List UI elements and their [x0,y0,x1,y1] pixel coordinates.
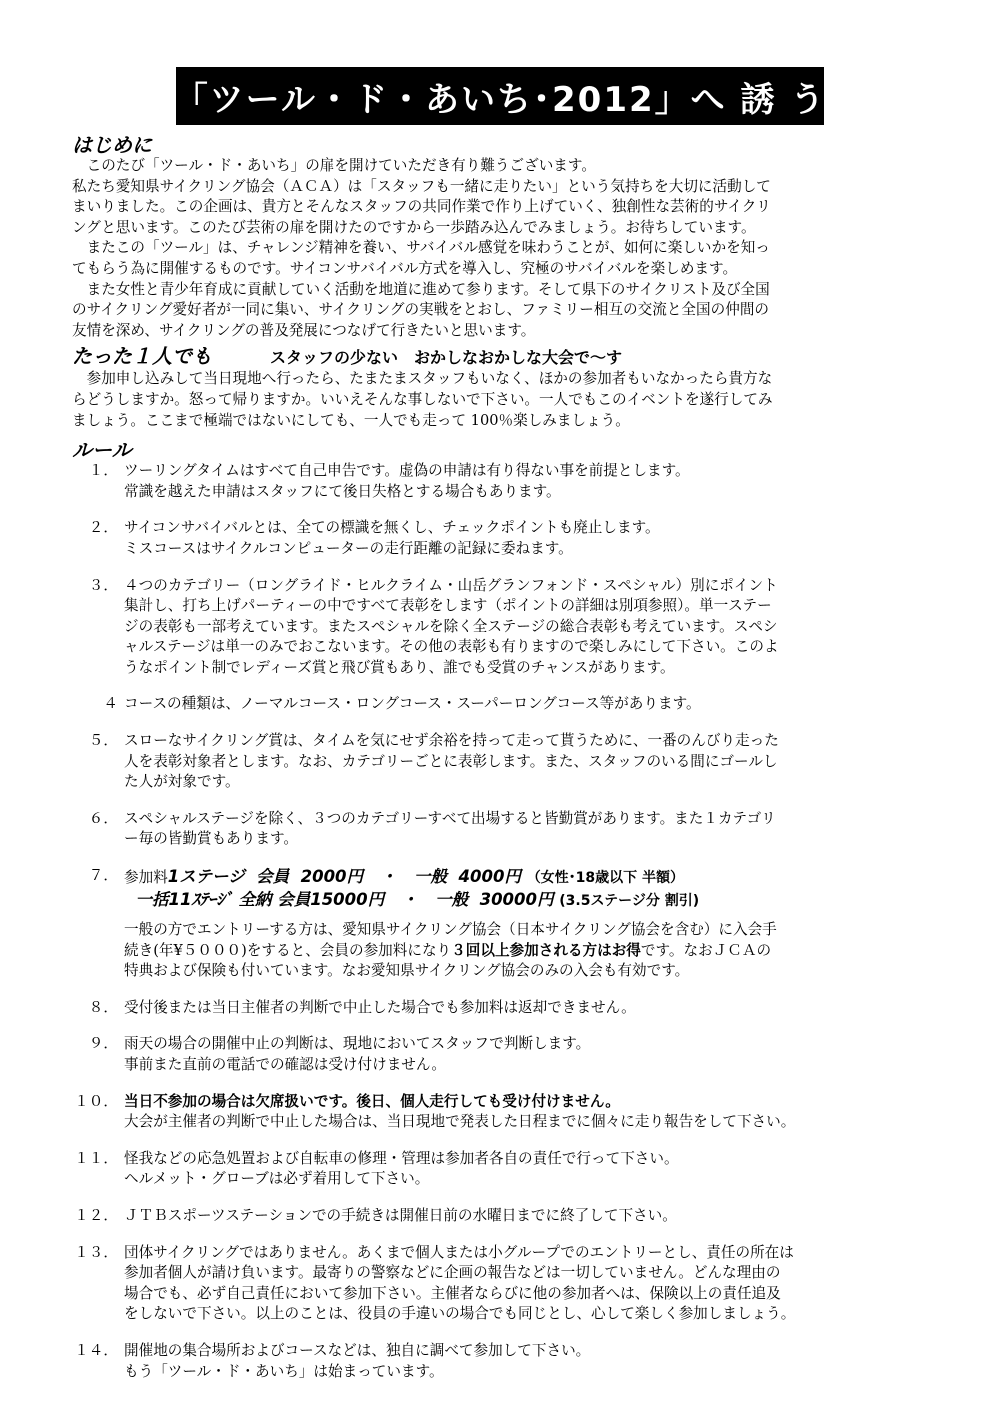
rules-heading: ルール [72,438,132,463]
intro-line: ングと思います。このたび芸術の扉を開けたのですから一歩踏み込んでみましょう。お待ちしています。 [72,218,756,236]
rule-item [72,1341,932,1382]
rule-line: 常識を越えた申請はスタッフにて後日失格とする場合もあります。 [124,482,561,500]
rule-line: 集計し、打ち上げパーティーの中ですべて表彰をします（ポイントの詳細は別項参照）。単一ステー [124,597,772,615]
rule-number: １１． [74,1149,118,1167]
alone-heading-main: たった１人でも [72,344,212,369]
rule-line: 大会が主催者の判断で中止した場合は、当日現地で発表した日程までに個々に走り報告をして下さい。 [124,1113,796,1131]
rule-line: 受付後または当日主催者の判断で中止した場合でも参加料は返却できません。 [124,998,636,1016]
rule-number: ２． [88,519,118,537]
intro-line: てもらう為に開催するものです。サイコンサバイバル方式を導入し、究極のサバイバルを楽しめます。 [72,259,738,277]
intro-line: 友情を深め、サイクリングの普及発展につなげて行きたいと思います。 [72,321,536,339]
fee-line [124,941,932,962]
rule-number: １３． [74,1243,118,1261]
alone-subheading: スタッフの少ない おかしなおかしな大会で～す [270,348,623,368]
alone-line: ましょう。ここまで極端ではないにしても、一人でも走って 100％楽しみましょう。 [72,411,630,429]
rule-number: ９． [88,1035,118,1053]
intro-text [72,156,932,341]
rule-line: 場合でも、必ず自己責任において参加下さい。主催者ならびに他の参加者へは、保険以上の責任追及 [124,1284,781,1302]
intro-line: またこの「ツール」は、チャレンジ精神を養い、サバイバル感覚を味わうことが、如何に楽しいかを知っ [86,239,770,257]
fee-stage: 一括11ｽﾃｰｼﾞ 全納 [135,890,272,910]
fee-note: (3.5ステージ分 割引) [559,893,700,910]
rule-item [72,576,932,679]
alone-line: らどうしますか。怒って帰りますか。いいえそんな事しないで下さい。一人でもこのイベントを遂行してみ [72,390,773,408]
fee-row-single [124,866,932,889]
rule-number: ８． [88,998,118,1016]
alone-text [72,369,932,431]
fee-stage: 1ステージ [167,867,245,887]
rule-line: 怪我などの応急処置および自転車の修理・管理は参加者各自の責任で行って下さい。 [124,1149,679,1167]
rule-line: た人が対象です。 [124,773,240,791]
rule-line: 開催地の集合場所およびコースなどは、独自に調べて参加して下さい。 [124,1341,591,1359]
rule-line: ャルステージは単一のみでおこないます。その他の表彰も有りますので楽しみにして下さい。このよ [124,638,779,656]
rule-line: をしないで下さい。以上のことは、役員の手違いの場合でも同じとし、心して楽しく参加しましょう。 [124,1305,796,1323]
rule-number: １４． [74,1341,118,1359]
rule-line: ４つのカテゴリー（ロングライド・ヒルクライム・山岳グランフォンド・スペシャル）別にポイント [124,576,778,594]
rule-item [72,1092,932,1133]
rule-line: もう「ツール・ド・あいち」は始まっています。 [124,1362,444,1380]
rule-line: 人を表彰対象者とします。なお、カテゴリーごとに表彰します。また、スタッフのいる間にゴールし [124,752,778,770]
fee-text: です。なおＪＣＡの [640,941,772,959]
rule-number: ５． [88,732,118,750]
rule-number: ７． [88,867,118,885]
intro-heading: はじめに [72,133,152,157]
document-body [72,134,932,1398]
rule-item [72,1034,932,1075]
fee-label: 参加料 [124,869,168,887]
rule-item [72,731,932,793]
intro-line: このたび「ツール・ド・あいち」の扉を開けていただき有り難うございます。 [86,157,596,174]
rule-line: ジの表彰も一部考えています。またスペシャルを除く全ステージの総合表彰も考えています。スペシ [124,617,778,635]
alone-heading [72,345,932,369]
rule-number: １． [88,462,118,480]
rule-line: 雨天の場合の開催中止の判断は、現地においてスタッフで判断します。 [124,1035,591,1053]
rule-item [72,1243,932,1325]
rule-number: １０． [74,1092,118,1110]
fee-bold-phrase: ３回以上参加される方はお得 [451,941,641,959]
rule-item-fee [72,866,932,982]
rule-number: ３． [88,576,118,594]
fee-note: （女性･18歳以下 半額） [526,870,685,887]
fee-general: 一般 4000円 [414,867,521,887]
rule-item [72,694,932,715]
rule-line: 事前また直前の電話での確認は受け付けません。 [124,1056,446,1073]
rule-item [72,518,932,559]
intro-line: また女性と青少年育成に貢献していく活動を地道に進めて参ります。そして県下のサイクリスト及び全国 [86,280,770,298]
rule-line: 参加者個人が請け負います。最寄りの警察などに企画の報告などは一切していません。どんな理由の [124,1264,781,1282]
fee-line: 一般の方でエントリーする方は、愛知県サイクリング協会（日本サイクリング協会を含む）に入会手 [124,921,777,939]
alone-line: 参加申し込みして当日現地へ行ったら、たまたまスタッフもいなく、ほかの参加者もいなかったら貴方な [86,370,773,388]
rule-line: サイコンサバイバルとは、全ての標識を無くし、チェックポイントも廃止します。 [124,519,660,537]
rule-item [72,809,932,850]
intro-line: のサイクリング愛好者が一同に集い、サイクリングの実戦をとおし、ファミリー相互の交流と全国の仲間の [72,301,770,319]
rule-line: ミスコースはサイクルコンピューターの走行距離の記録に委ねます。 [124,539,573,557]
fee-separator: ・ [401,890,418,910]
rule-line: ー毎の皆勤賞もあります。 [124,830,298,848]
fee-member: 会員15000円 [277,890,385,910]
fee-row-bulk [124,889,932,912]
rule-item [72,1206,932,1227]
rules-list [72,461,932,1382]
rule-line: うなポイント制でレディーズ賞と飛び賞もあり、誰でも受賞のチャンスがあります。 [124,658,675,676]
rule-line: スペシャルステージを除く、３つのカテゴリーすべて出場すると皆勤賞があります。また１カテゴリ [124,809,776,827]
fee-general: 一般 30000円 [435,890,554,910]
rule-line: 団体サイクリングではありません。あくまで個人または小グループでのエントリーとし、責任の所在は [124,1243,794,1261]
fee-member: 会員 2000円 [256,867,364,887]
rule-item [72,998,932,1019]
intro-line: 私たち愛知県サイクリング協会（ＡＣＡ）は「スタッフも一緒に走りたい」という気持ちを大切に活動して [72,177,771,195]
rule-line: スローなサイクリング賞は、タイムを気にせず余裕を持って走って貰うために、一番のんびり走った [124,732,779,750]
fee-separator: ・ [380,867,397,887]
rule-item [72,461,932,502]
rule-item [72,1149,932,1190]
fee-line: 特典および保険も付いています。なお愛知県サイクリング協会のみの入会も有効です。 [124,962,690,980]
intro-line: まいりました。この企画は、貴方とそんなスタッフの共同作業で作り上げていく、独創性な芸術的サイクリ [72,198,771,216]
fee-text: 続き(年¥５０００)をすると、会員の参加料になり [124,941,452,959]
rule-line: ツーリングタイムはすべて自己申告です。虚偽の申請は有り得ない事を前提とします。 [124,462,690,480]
rule-line: ヘルメット・グローブは必ず着用して下さい。 [124,1170,430,1188]
rule-number: １２． [74,1206,118,1224]
title-banner: 「ツール・ド・あいち･2012」へ 誘 う [176,67,824,125]
rule-line: ＪＴＢスポーツステーションでの手続きは開催日前の水曜日までに終了して下さい。 [124,1206,677,1224]
rule-number: ６． [88,809,118,827]
rule-line: コースの種類は、ノーマルコース・ロングコース・スーパーロングコース等があります。 [124,695,701,713]
rule-number: ４ [103,695,118,713]
rule-line-bold: 当日不参加の場合は欠席扱いです。後日、個人走行しても受け付けません。 [124,1092,620,1110]
